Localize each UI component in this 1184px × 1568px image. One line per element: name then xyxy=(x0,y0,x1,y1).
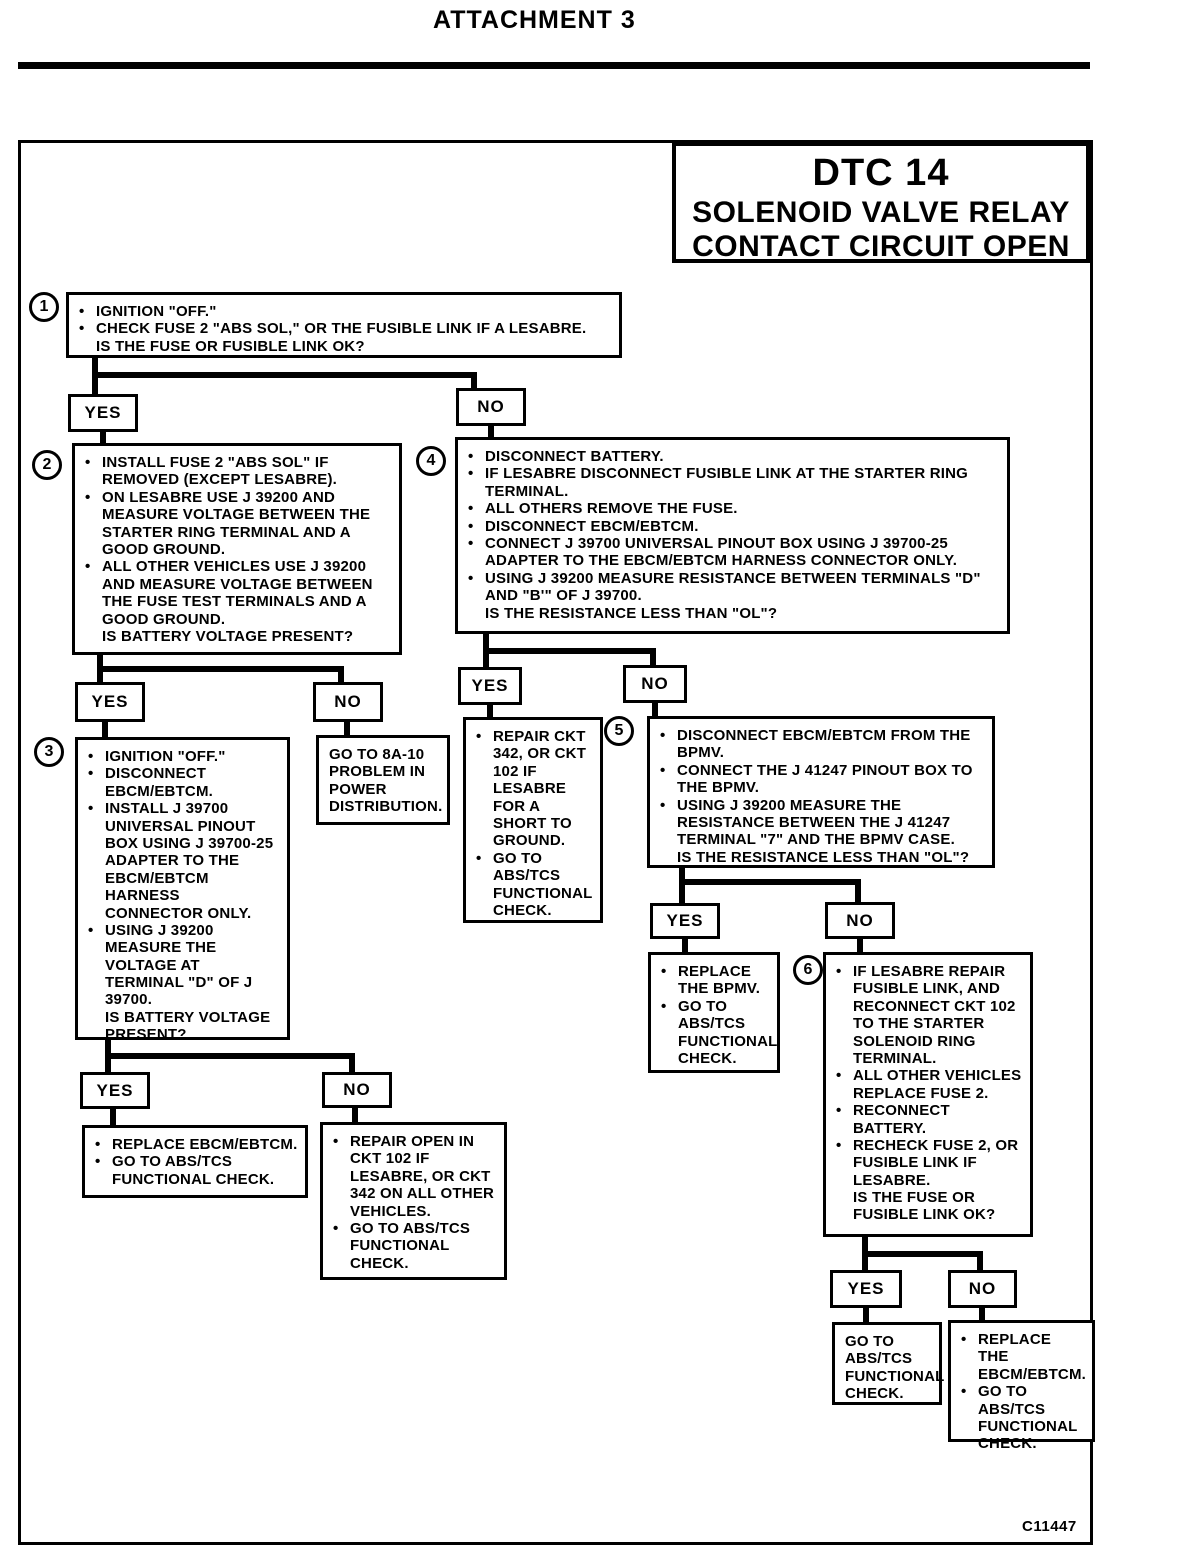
branch2-yes-label: YES xyxy=(75,682,145,722)
connector xyxy=(483,648,656,654)
outcome-goto-abstcs-box: GO TO ABS/TCS FUNCTIONAL CHECK. xyxy=(832,1322,942,1405)
branch1-yes-label: YES xyxy=(68,394,138,432)
dtc-name-line2: CONTACT CIRCUIT OPEN xyxy=(692,229,1070,263)
branch3-yes-label: YES xyxy=(80,1072,150,1109)
branch5-yes-label: YES xyxy=(650,903,720,939)
figure-code: C11447 xyxy=(1022,1518,1077,1535)
branch4-yes-label: YES xyxy=(458,667,522,705)
step-6-box: • IF LESABRE REPAIR FUSIBLE LINK, AND RECONNECT CKT 102 TO THE STARTER SOLENOID RING TERMINAL. • ALL OTHER VEHICLES REPLACE FUSE 2. • RECONNECT BATTERY. • RECHECK FUSE 2, OR FUSIBLE LINK IF LESABRE. IS THE FUSE OR FUSIBLE LINK OK? xyxy=(823,952,1033,1237)
step-6-badge: 6 xyxy=(793,955,823,985)
branch6-no-label: NO xyxy=(948,1270,1017,1308)
step-3-badge: 3 xyxy=(34,737,64,767)
dtc-name-line1: SOLENOID VALVE RELAY xyxy=(692,195,1070,229)
connector xyxy=(349,1053,355,1074)
connector xyxy=(862,1251,983,1257)
outcome-repair-open-box: • REPAIR OPEN IN CKT 102 IF LESABRE, OR CKT 342 ON ALL OTHER VEHICLES. • GO TO ABS/TCS FUNCTIONAL CHECK. xyxy=(320,1122,507,1280)
branch2-no-label: NO xyxy=(313,682,383,722)
step-4-box: • DISCONNECT BATTERY. • IF LESABRE DISCONNECT FUSIBLE LINK AT THE STARTER RING TERMINAL. • ALL OTHERS REMOVE THE FUSE. • DISCONNECT EBCM/EBTCM. • CONNECT J 39700 UNIVERSAL PINOUT BOX USING J 39700-25 ADAPTER TO THE EBCM/EBTCM HARNESS CONNECTOR ONLY. • USING J 39200 MEASURE RESISTANCE BETWEEN TERMINALS "D" AND "B'" OF J 39700. IS THE RESISTANCE LESS THAN "OL"? xyxy=(455,437,1010,634)
branch1-no-label: NO xyxy=(456,388,526,426)
outcome-replace-ebcm-box: • REPLACE EBCM/EBTCM. • GO TO ABS/TCS FUNCTIONAL CHECK. xyxy=(82,1125,308,1198)
connector xyxy=(977,1251,983,1272)
connector xyxy=(679,879,861,885)
dtc-title-box xyxy=(672,142,1090,263)
step-5-badge: 5 xyxy=(604,716,634,746)
connector xyxy=(92,372,477,378)
branch3-no-label: NO xyxy=(322,1072,392,1108)
step-5-box: • DISCONNECT EBCM/EBTCM FROM THE BPMV. • CONNECT THE J 41247 PINOUT BOX TO THE BPMV. • USING J 39200 MEASURE THE RESISTANCE BETWEEN THE J 41247 TERMINAL "7" AND THE BPMV CASE. IS THE RESISTANCE LESS THAN "OL"? xyxy=(647,716,995,868)
connector xyxy=(105,1053,355,1059)
dtc-code: DTC 14 xyxy=(812,152,950,194)
header-divider xyxy=(18,62,1090,69)
connector xyxy=(855,879,861,904)
step-2-badge: 2 xyxy=(32,450,62,480)
step-4-badge: 4 xyxy=(416,446,446,476)
outcome-power-distribution-box: GO TO 8A-10 PROBLEM IN POWER DISTRIBUTION. xyxy=(316,735,450,825)
step-1-box: • IGNITION "OFF." • CHECK FUSE 2 "ABS SOL," OR THE FUSIBLE LINK IF A LESABRE. IS THE FUSE OR FUSIBLE LINK OK? xyxy=(66,292,622,358)
page-title: ATTACHMENT 3 xyxy=(433,6,636,34)
outcome-repair-ckt342-box: • REPAIR CKT 342, OR CKT 102 IF LESABRE FOR A SHORT TO GROUND. • GO TO ABS/TCS FUNCTIONAL CHECK. xyxy=(463,717,603,923)
connector xyxy=(97,666,344,672)
connector xyxy=(679,868,685,905)
step-2-box: • INSTALL FUSE 2 "ABS SOL" IF REMOVED (EXCEPT LESABRE). • ON LESABRE USE J 39200 AND MEASURE VOLTAGE BETWEEN THE STARTER RING TERMINAL AND A GOOD GROUND. • ALL OTHER VEHICLES USE J 39200 AND MEASURE VOLTAGE BETWEEN THE FUSE TEST TERMINALS AND A GOOD GROUND. IS BATTERY VOLTAGE PRESENT? xyxy=(72,443,402,655)
branch5-no-label: NO xyxy=(825,902,895,939)
branch4-no-label: NO xyxy=(623,665,687,703)
outcome-replace-bpmv-box: • REPLACE THE BPMV. • GO TO ABS/TCS FUNCTIONAL CHECK. xyxy=(648,952,780,1073)
branch6-yes-label: YES xyxy=(830,1270,902,1308)
outcome-replace-ebcm-final-box: • REPLACE THE EBCM/EBTCM. • GO TO ABS/TCS FUNCTIONAL CHECK. xyxy=(948,1320,1095,1442)
step-3-box: • IGNITION "OFF." • DISCONNECT EBCM/EBTCM. • INSTALL J 39700 UNIVERSAL PINOUT BOX USING J 39700-25 ADAPTER TO THE EBCM/EBTCM HARNESS CONNECTOR ONLY. • USING J 39200 MEASURE THE VOLTAGE AT TERMINAL "D" OF J 39700. IS BATTERY VOLTAGE PRESENT? xyxy=(75,737,290,1040)
step-1-badge: 1 xyxy=(29,292,59,322)
